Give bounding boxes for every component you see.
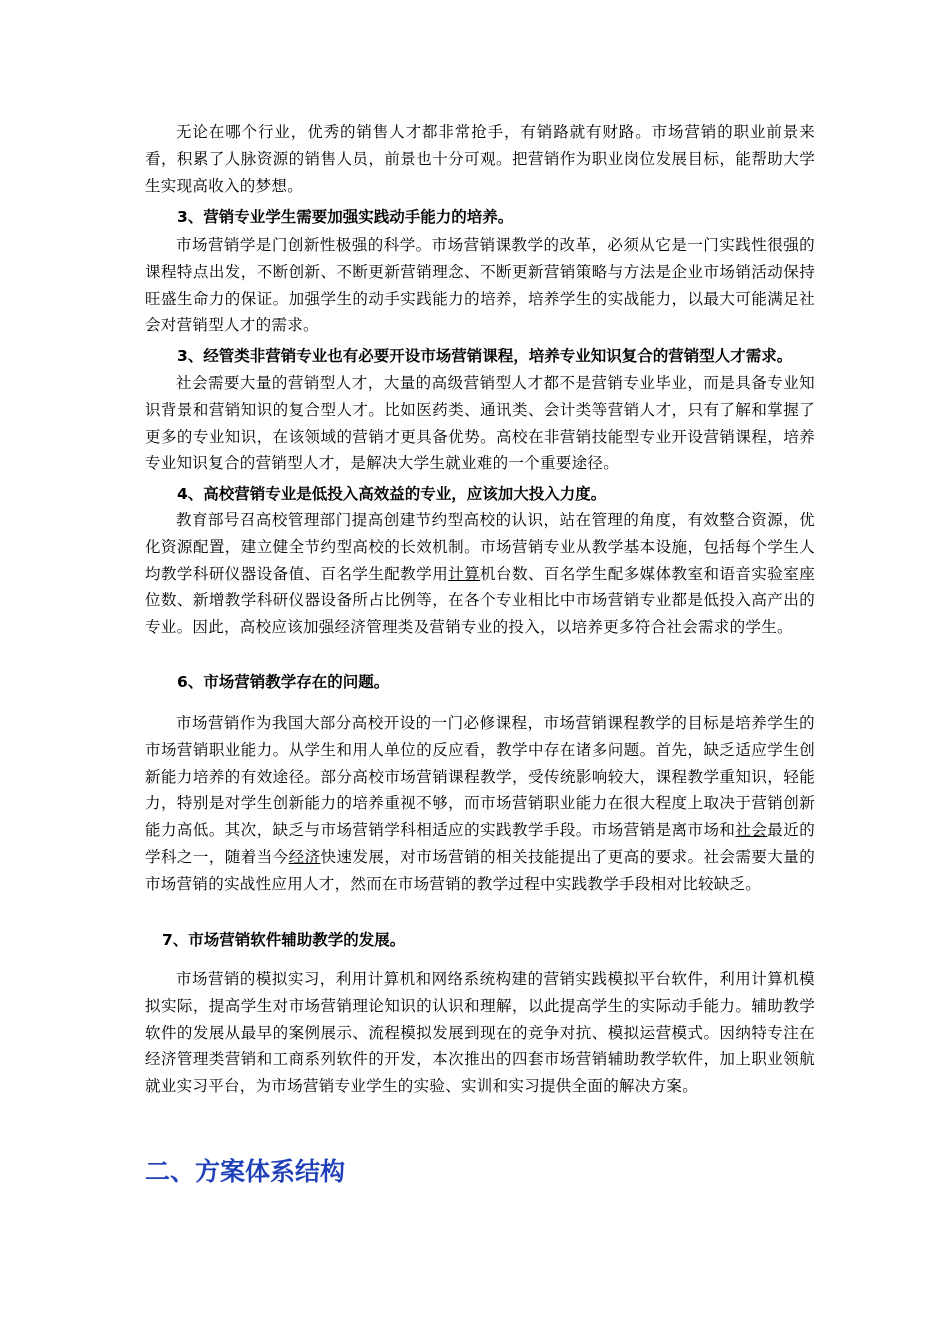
heading-practice-ability: 3、营销专业学生需要加强实践动手能力的培养。 (177, 208, 514, 226)
paragraph-marketing-science: 市场营销学是门创新性极强的科学。市场营销课教学的改革，必须从它是一门实践性很强的课程特点出发，不断创新、不断更新营销理念、不断更新营销策略与方法是企业市场销活动保持旺盛生命力的保证。加强学生的动手实践能力的培养，培养学生的实战能力，以最大可能满足社会对营销型人才的需求。 (145, 236, 815, 335)
heading-non-marketing-majors: 3、经管类非营销专业也有必要开设市场营销课程，培养专业知识复合的营销型人才需求。 (177, 347, 793, 365)
heading-teaching-problems: 6、市场营销教学存在的问题。 (177, 673, 390, 691)
paragraph-career-prospects: 无论在哪个行业，优秀的销售人才都非常抢手，有销路就有财路。市场营销的职业前景来看，积累了人脉资源的销售人员，前景也十分可观。把营销作为职业岗位发展目标，能帮助大学生实现高收入的梦想。 (145, 123, 815, 195)
paragraph-education-ministry: 教育部号召高校管理部门提高创建节约型高校的认识，站在管理的角度，有效整合资源，优化资源配置，建立健全节约型高校的长效机制。市场营销专业从教学基本设施，包括每个学生人均教学科研仪器设备值、百名学生配教学用计算机台数、百名学生配多媒体教室和语音实验室座位数、新增教学科研仪器设备所占比例等，在各个专业相比中市场营销专业都是低投入高产出的专业。因此，高校应该加强经济管理类及营销专业的投入，以培养更多符合社会需求的学生。 (145, 511, 815, 637)
paragraph-compound-talent: 社会需要大量的营销型人才，大量的高级营销型人才都不是营销专业毕业，而是具备专业知识背景和营销知识的复合型人才。比如医药类、通讯类、会计类等营销人才，只有了解和掌握了更多的专业知识，在该领域的营销才更具备优势。高校在非营销技能型专业开设营销课程，培养专业知识复合的营销型人才，是解决大学生就业难的一个重要途径。 (145, 374, 815, 473)
heading-low-investment: 4、高校营销专业是低投入高效益的专业，应该加大投入力度。 (177, 485, 607, 503)
paragraph-simulation-software: 市场营销的模拟实习，利用计算机和网络系统构建的营销实践模拟平台软件，利用计算机模拟实际，提高学生对市场营销理论知识的认识和理解，以此提高学生的实际动手能力。辅助教学软件的发展从最早的案例展示、流程模拟发展到现在的竞争对抗、模拟运营模式。因纳特专注在经济管理类营销和工商系列软件的开发，本次推出的四套市场营销辅助教学软件，加上职业领航就业实习平台，为市场营销专业学生的实验、实训和实习提供全面的解决方案。 (145, 970, 815, 1096)
link-society[interactable]: 社会 (735, 821, 768, 840)
link-computer[interactable]: 计算 (448, 564, 481, 583)
section-title: 二、方案体系结构 (145, 1157, 346, 1186)
paragraph-teaching-problems: 市场营销作为我国大部分高校开设的一门必修课程，市场营销课程教学的目标是培养学生的市场营销职业能力。从学生和用人单位的反应看，教学中存在诸多问题。首先，缺乏适应学生创新能力培养的有效途径。部分高校市场营销课程教学，受传统影响较大，课程教学重知识，轻能力，特别是对学生创新能力的培养重视不够，而市场营销职业能力在很大程度上取决于营销创新能力高低。其次，缺乏与市场营销学科相适应的实践教学手段。市场营销是离市场和社会最近的学科之一，随着当今经济快速发展，对市场营销的相关技能提出了更高的要求。社会需要大量的市场营销的实战性应用人才，然而在市场营销的教学过程中实践教学手段相对比较缺乏。 (145, 714, 815, 893)
link-economy[interactable]: 经济 (288, 847, 321, 866)
heading-software-development: 7、市场营销软件辅助教学的发展。 (162, 931, 406, 949)
